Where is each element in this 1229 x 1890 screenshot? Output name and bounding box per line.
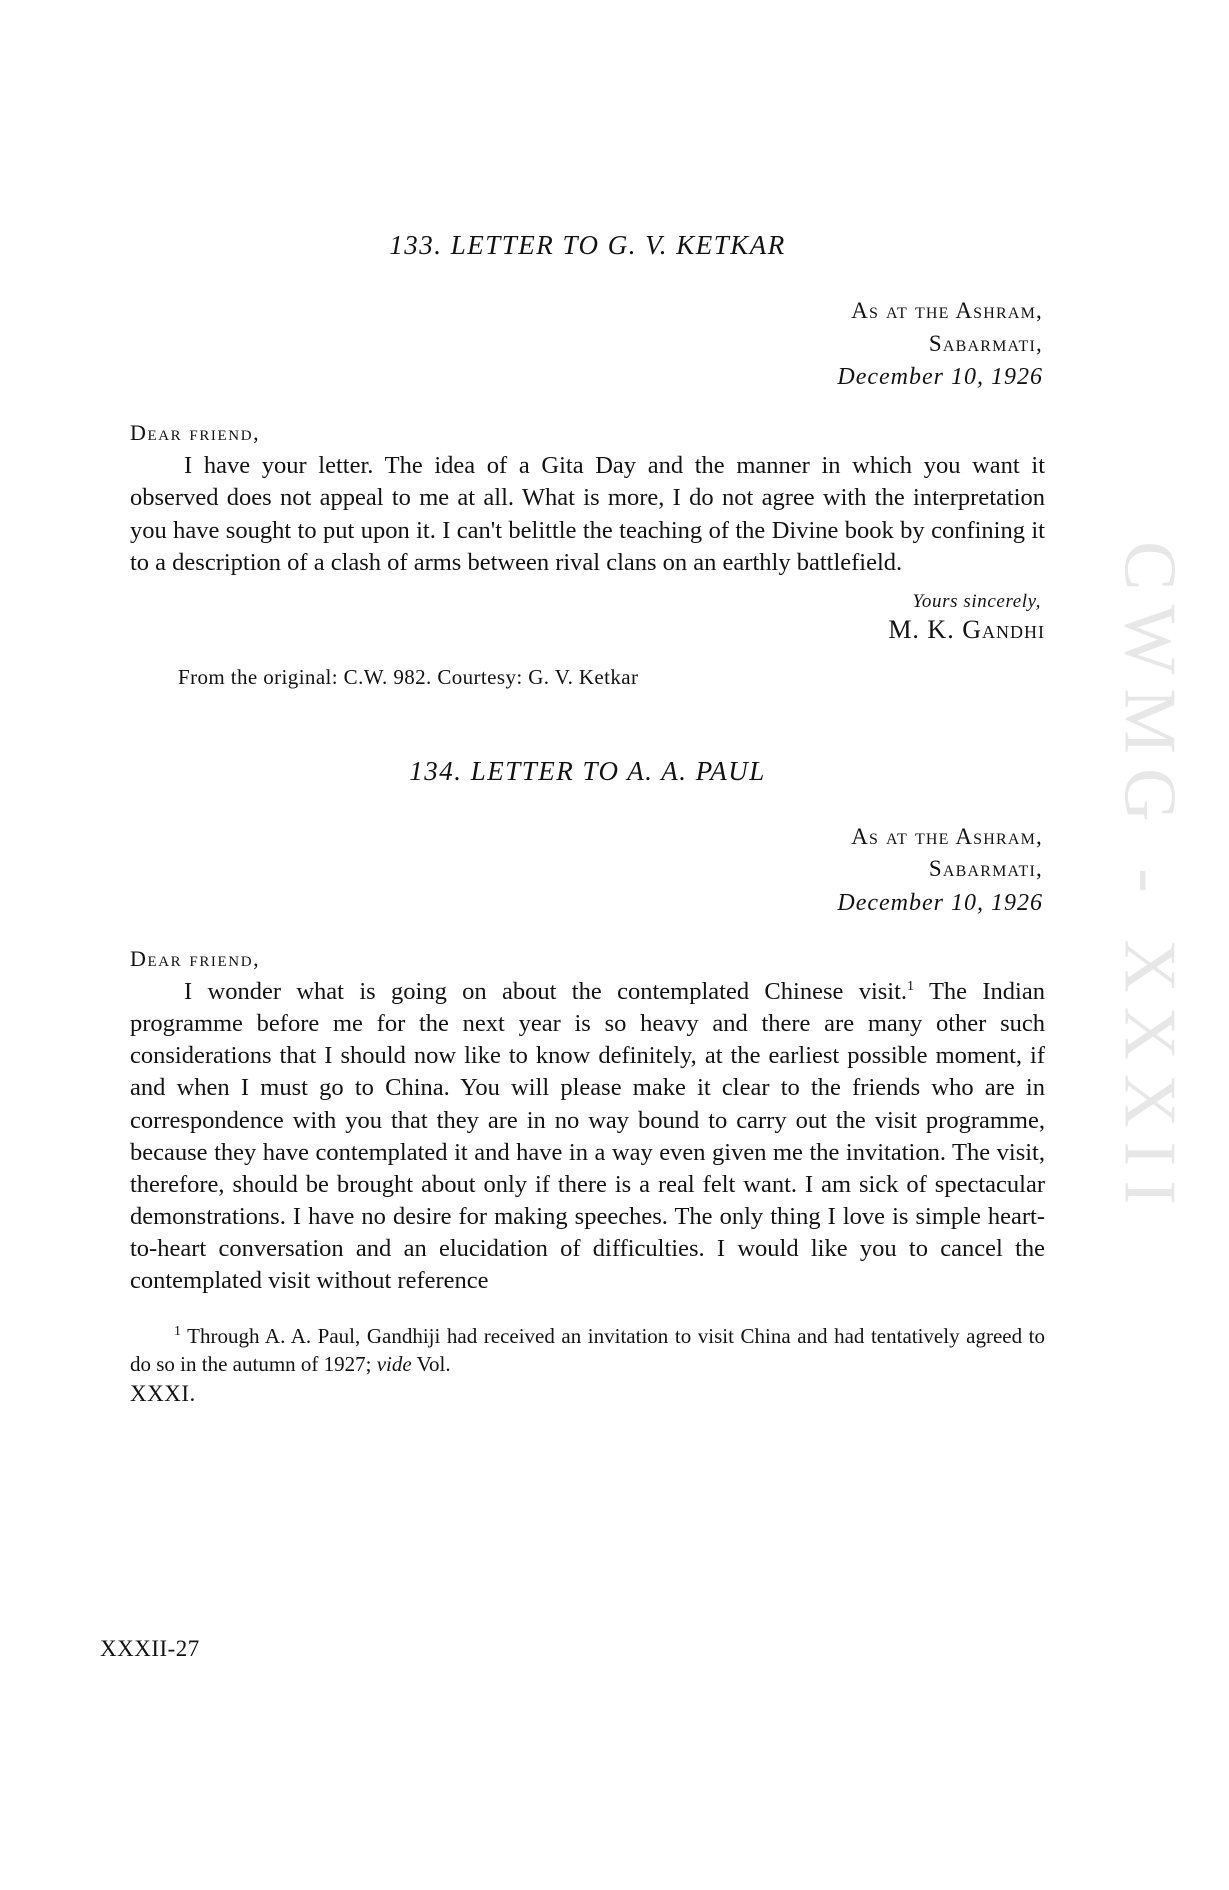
section-title-133: 133. LETTER TO G. V. KETKAR bbox=[389, 230, 786, 260]
signature-initials: M. K. bbox=[888, 614, 963, 644]
body-part-1: I wonder what is going on about the contemplated Chinese visit. bbox=[184, 978, 908, 1006]
section-title-134: 134. LETTER TO A. A. PAUL bbox=[409, 755, 766, 786]
place-line-1: As at the Ashram, bbox=[851, 298, 1043, 323]
page-folio: XXXII-27 bbox=[100, 1636, 200, 1661]
letter-body-134 bbox=[130, 976, 1045, 1297]
letter-134 bbox=[130, 756, 1045, 1297]
salutation-134: Dear friend, bbox=[130, 946, 261, 972]
body-part-2: The Indian programme before me for the next year is so heavy and there are many other such considerations that I should now like to know definitely, at the earliest possible moment, if and when I must go to China. You will please make it clear to the friends who are in correspondence with you that they are in no way bound to carry out the visit programme, because they have contemplated it and have in a way even given me the invitation. The visit, therefore, should be brought about only if there is a real felt want. I am sick of spectacular demonstrations. I have no desire for making speeches. The only thing I love is simple heart-to-heart conversation and an elucidation of difficulties. I would like you to cancel the contemplated visit without reference bbox=[130, 978, 1045, 1294]
page-content bbox=[130, 230, 1045, 1407]
footnote-number: 1 bbox=[174, 1324, 181, 1340]
watermark bbox=[1089, 380, 1209, 1380]
signature-surname: Gandhi bbox=[962, 614, 1045, 644]
source-note-133: From the original: C.W. 982. Courtesy: G. V. Ketkar bbox=[178, 664, 639, 689]
footnote-text-1: Through A. A. Paul, Gandhiji had received an invitation to visit China and had tentatively agreed to do so in the autumn of 1927; bbox=[130, 1324, 1045, 1377]
section-gap bbox=[130, 690, 1045, 756]
letter-133 bbox=[130, 230, 1045, 690]
footnote-reference[interactable]: 1 bbox=[907, 979, 915, 994]
salutation-133: Dear friend, bbox=[130, 420, 261, 446]
letter-date: December 10, 1926 bbox=[837, 364, 1043, 391]
footnote-block bbox=[130, 1323, 1045, 1379]
footnote-text-2: Vol. bbox=[411, 1352, 451, 1377]
place-line-1: As at the Ashram, bbox=[851, 823, 1043, 849]
dateline-133 bbox=[130, 295, 1043, 394]
signoff-133: Yours sincerely, bbox=[912, 590, 1041, 612]
footnote-tail: XXXI. bbox=[130, 1380, 196, 1406]
signature-133 bbox=[130, 615, 1045, 645]
footnote-separator bbox=[130, 1297, 1045, 1323]
letter-date: December 10, 1926 bbox=[837, 890, 1043, 917]
watermark-text: CWMG - XXXII bbox=[1108, 541, 1191, 1219]
dateline-134 bbox=[130, 821, 1043, 920]
footnote-italic-word: vide bbox=[376, 1352, 412, 1377]
place-line-2: Sabarmati, bbox=[928, 856, 1043, 882]
place-line-2: Sabarmati, bbox=[928, 330, 1043, 356]
letter-body-133: I have your letter. The idea of a Gita Day and the manner in which you want it observed does not appeal to me at all. What is more, I do not agree with the interpretation you have sought to put upon it. I can't belittle the teaching of the Divine book by confining it to a description of a clash of arms between rival clans on an earthly battlefield. bbox=[130, 452, 1045, 576]
